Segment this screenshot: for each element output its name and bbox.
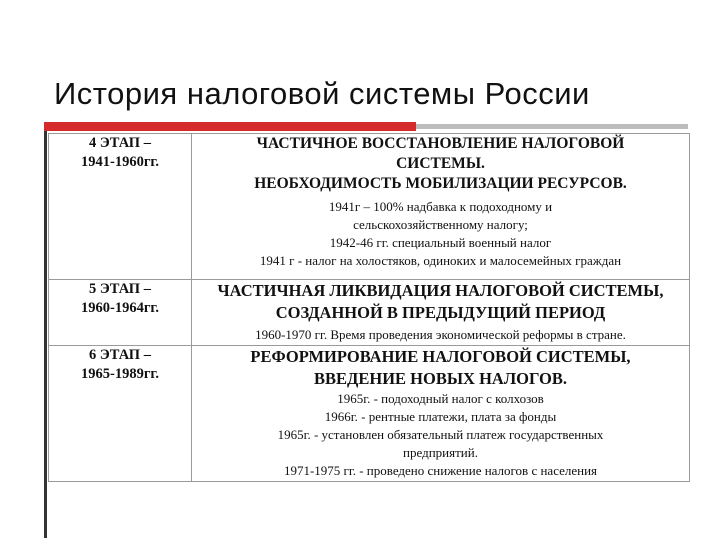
- stage-detail-line: 1941г – 100% надбавка к подоходному и: [328, 199, 553, 214]
- stage-heading-line: ЧАСТИЧНОЕ ВОССТАНОВЛЕНИЕ НАЛОГОВОЙ: [256, 135, 625, 152]
- table-row: [49, 346, 690, 482]
- stage-detail-line: 1960-1970 гг. Время проведения экономической реформы в стране.: [255, 327, 626, 342]
- stage-detail-line: сельскохозяйственному налогу;: [353, 217, 528, 232]
- table-row: [49, 280, 690, 346]
- stage-cell: [49, 280, 192, 346]
- stage-description: [192, 134, 690, 280]
- stage-heading-line: НЕОБХОДИМОСТЬ МОБИЛИЗАЦИИ РЕСУРСОВ.: [254, 175, 627, 192]
- stage-label: 5 ЭТАП –: [89, 281, 151, 297]
- stage-heading-line: ЧАСТИЧНАЯ ЛИКВИДАЦИЯ НАЛОГОВОЙ СИСТЕМЫ,: [217, 281, 664, 300]
- stages-table: [48, 133, 690, 482]
- stage-heading-line: РЕФОРМИРОВАНИЕ НАЛОГОВОЙ СИСТЕМЫ,: [250, 347, 631, 366]
- page-title: История налоговой системы России: [54, 76, 590, 111]
- stage-years: 1960-1964гг.: [81, 300, 159, 316]
- stage-detail-line: 1965г. - подоходный налог с колхозов: [337, 391, 544, 406]
- stage-label: 4 ЭТАП –: [89, 135, 151, 151]
- stage-heading-line: СОЗДАННОЙ В ПРЕДЫДУЩИЙ ПЕРИОД: [275, 303, 606, 322]
- stage-detail-line: 1966г. - рентные платежи, плата за фонды: [324, 409, 557, 424]
- stage-heading-line: ВВЕДЕНИЕ НОВЫХ НАЛОГОВ.: [313, 369, 568, 388]
- stage-label: 6 ЭТАП –: [89, 347, 151, 363]
- stage-heading-line: СИСТЕМЫ.: [396, 155, 485, 172]
- title-underline-red: [44, 122, 416, 131]
- stage-years: 1965-1989гг.: [81, 366, 159, 382]
- stage-years: 1941-1960гг.: [81, 154, 159, 170]
- stage-cell: [49, 346, 192, 482]
- stage-detail-line: 1965г. - установлен обязательный платеж государственных: [277, 427, 604, 442]
- stage-description: [192, 346, 690, 482]
- left-accent-bar: [44, 122, 47, 538]
- stage-cell: [49, 134, 192, 280]
- stage-description: [192, 280, 690, 346]
- stage-detail-line: 1942-46 гг. специальный военный налог: [329, 235, 552, 250]
- stage-detail-line: 1941 г - налог на холостяков, одиноких и малосемейных граждан: [259, 253, 622, 268]
- title-underline-gray: [416, 124, 688, 129]
- stage-detail-line: 1971-1975 гг. - проведено снижение налогов с населения: [283, 463, 598, 478]
- table-row: [49, 134, 690, 280]
- stage-detail-line: предприятий.: [403, 445, 478, 460]
